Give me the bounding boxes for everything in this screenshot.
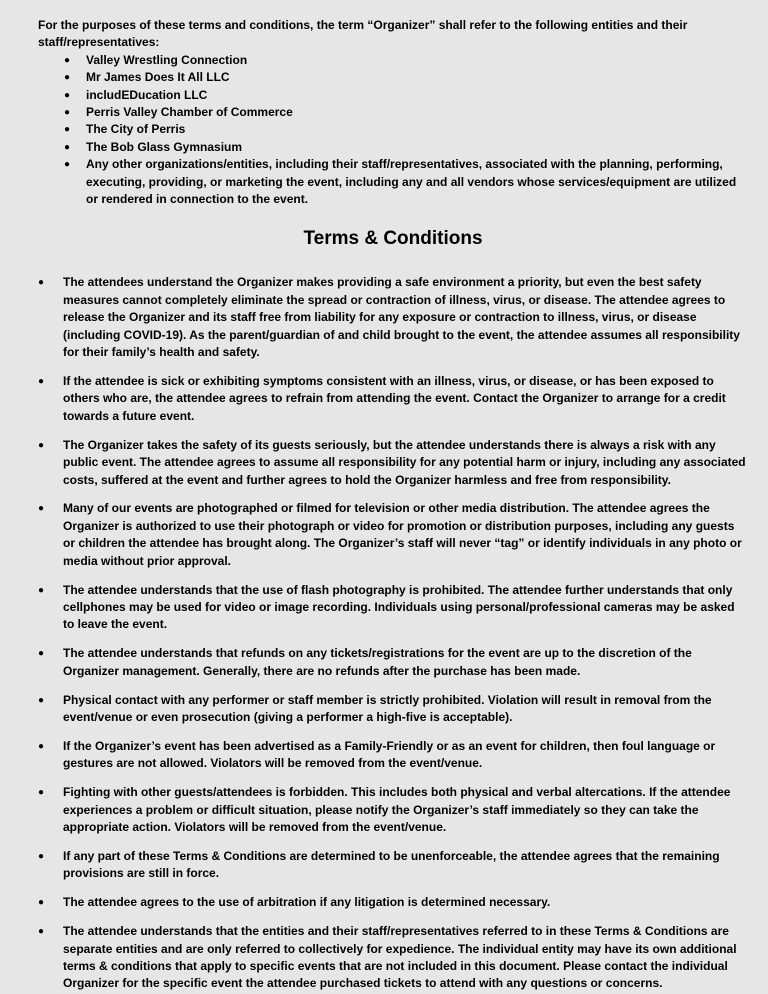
organizer-item-text: includEDucation LLC	[86, 87, 208, 102]
term-item	[38, 738, 748, 773]
bullet-icon: ●	[38, 648, 45, 660]
bullet-icon: ●	[38, 897, 45, 909]
term-item	[38, 274, 748, 361]
bullet-icon: ●	[64, 107, 71, 119]
bullet-icon: ●	[38, 787, 45, 799]
bullet-icon: ●	[38, 584, 45, 596]
term-item-text: The attendee understands that the use of flash photography is prohibited. The attendee further understands that only cellphones may be used for video or image recording. Individuals using personal/professional cameras may be asked to leave the event.	[63, 582, 735, 632]
bullet-icon: ●	[64, 141, 71, 153]
term-item	[38, 848, 748, 883]
term-item	[38, 437, 748, 489]
bullet-icon: ●	[38, 439, 45, 451]
term-item	[38, 373, 748, 425]
bullet-icon: ●	[38, 277, 45, 289]
bullet-icon: ●	[64, 54, 71, 66]
term-item-text: The attendee agrees to the use of arbitration if any litigation is determined necessary.	[63, 895, 551, 910]
organizer-item-text: Any other organizations/entities, including their staff/representatives, associated with the planning, performing, executing, providing, or marketing the event, including any and all vendors whose services/equipment are utilized or rendered in connection to the event.	[86, 157, 737, 207]
intro-paragraph: For the purposes of these terms and conditions, the term “Organizer” shall refer to the following entities and their staff/representatives:	[38, 18, 688, 50]
term-item	[38, 923, 748, 993]
organizer-item	[64, 104, 748, 121]
organizer-item-text: Valley Wrestling Connection	[86, 52, 248, 67]
term-item	[38, 692, 748, 727]
bullet-icon: ●	[64, 124, 71, 136]
organizer-item	[64, 87, 748, 104]
bullet-icon: ●	[64, 159, 71, 171]
term-item-text: Physical contact with any performer or staff member is strictly prohibited. Violation will result in removal from the event/venue or even prosecution (giving a performer a high-five is acceptable).	[63, 692, 712, 724]
term-item	[38, 582, 748, 634]
terms-list	[38, 274, 748, 992]
term-item-text: The Organizer takes the safety of its guests seriously, but the attendee understands there is always a risk with any public event. The attendee agrees to assume all responsibility for any potential harm or injury, including any associated costs, suffered at the event and further agrees to hold the Organizer harmless and free from responsibility.	[63, 437, 746, 487]
organizer-item-text: The Bob Glass Gymnasium	[86, 139, 243, 154]
organizer-item-text: Perris Valley Chamber of Commerce	[86, 105, 293, 120]
term-item-text: The attendee understands that refunds on any tickets/registrations for the event are up to the discretion of the Organizer management. Generally, there are no refunds after the purchase has been made.	[63, 646, 692, 678]
term-item-text: The attendees understand the Organizer makes providing a safe environment a priority, but even the best safety measures cannot completely eliminate the spread or contraction of illness, virus, or disease. The attendee agrees to release the Organizer and its staff free from liability for any exposure or contraction to illness, virus, or disease (including COVID-19). As the parent/guardian of and child brought to the event, the attendee assumes all responsibility for their family’s health and safety.	[63, 275, 740, 360]
organizer-list	[38, 52, 748, 209]
term-item	[38, 894, 748, 911]
term-item-text: If any part of these Terms & Conditions are determined to be unenforceable, the attendee agrees that the remaining provisions are still in force.	[63, 848, 720, 881]
term-item-text: If the Organizer’s event has been advertised as a Family-Friendly or as an event for children, then foul language or gestures are not allowed. Violators will be removed from the event/venue.	[63, 738, 716, 771]
bullet-icon: ●	[38, 503, 45, 515]
term-item	[38, 784, 748, 836]
page-title: Terms & Conditions	[303, 228, 483, 250]
term-item-text: Many of our events are photographed or filmed for television or other media distribution. The attendee agrees the Organizer is authorized to use their photograph or video for promotion or distribution purposes, including any guests or children the attendee has brought along. The Organizer’s staff will never “tag” or identify individuals in any photo or media without prior approval.	[63, 501, 742, 568]
organizer-item	[64, 156, 748, 208]
organizer-item	[64, 121, 748, 138]
term-item	[38, 645, 748, 680]
bullet-icon: ●	[38, 850, 45, 862]
bullet-icon: ●	[38, 740, 45, 752]
term-item-text: The attendee understands that the entities and their staff/representatives referred to in these Terms & Conditions are separate entities and are only referred to collectively for expedience. The individual entity may have its own additional terms & conditions that apply to specific events that are not included in this document. Please contact the individual Organizer for the specific event the attendee purchased tickets to attend with any questions or concerns.	[63, 924, 737, 991]
organizer-item-text: Mr James Does It All LLC	[86, 70, 230, 85]
bullet-icon: ●	[64, 89, 71, 101]
term-item-text: Fighting with other guests/attendees is forbidden. This includes both physical and verbal altercations. If the attendee experiences a problem or difficult situation, please notify the Organizer’s staff immediately so they can take the appropriate action. Violators will be removed from the event/venue.	[63, 785, 731, 835]
organizer-item	[64, 139, 748, 156]
organizer-item	[64, 52, 748, 69]
bullet-icon: ●	[64, 72, 71, 84]
organizer-item-text: The City of Perris	[86, 122, 186, 137]
bullet-icon: ●	[38, 694, 45, 706]
term-item-text: If the attendee is sick or exhibiting symptoms consistent with an illness, virus, or disease, or has been exposed to others who are, the attendee agrees to refrain from attending the event. Contact the Organizer to arrange for a credit towards a future event.	[63, 374, 726, 423]
organizer-item	[64, 69, 748, 86]
term-item	[38, 500, 748, 570]
bullet-icon: ●	[38, 376, 45, 387]
bullet-icon: ●	[38, 926, 45, 938]
